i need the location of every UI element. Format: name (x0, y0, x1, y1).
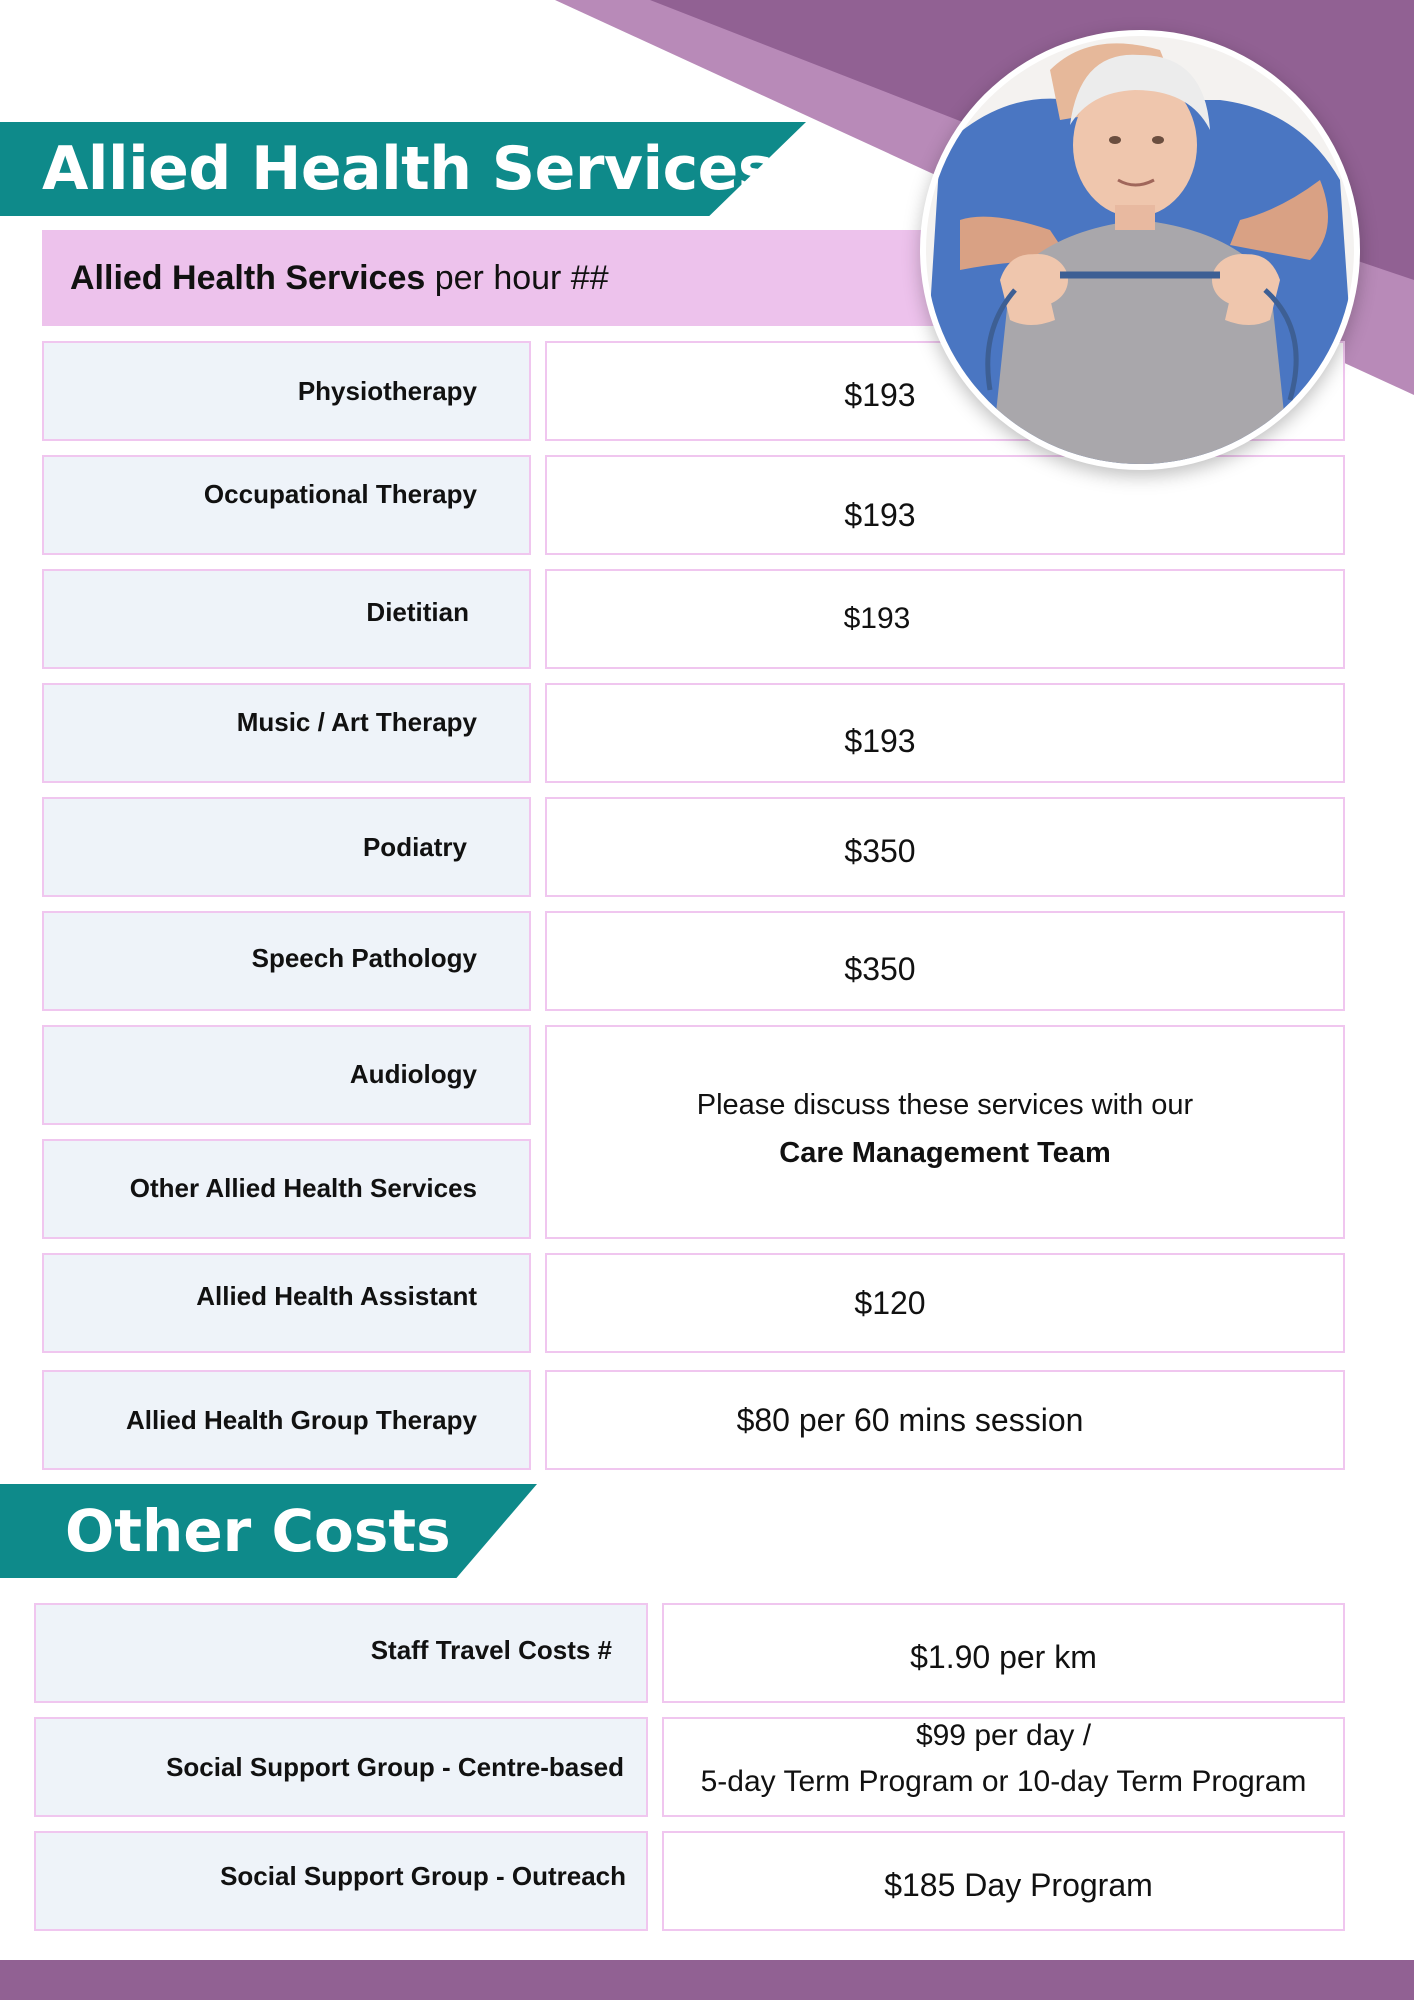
cost-price-social-support-outreach (662, 1831, 1345, 1931)
cost-price-staff-travel (662, 1603, 1345, 1703)
service-label-allied-health-assistant: Allied Health Assistant (42, 1253, 531, 1353)
cost-label-social-support-centre: Social Support Group - Centre-based (34, 1717, 648, 1817)
service-price-dietitian (545, 569, 1345, 669)
service-price-podiatry (545, 797, 1345, 897)
price-text: $185 Day Program (884, 1866, 1153, 1903)
subheader-bold: Allied Health Services (70, 259, 426, 297)
service-price-group-therapy (545, 1370, 1345, 1470)
subheader-rest: per hour ## (425, 259, 609, 297)
discuss-services-note (545, 1025, 1345, 1239)
page-title: Allied Health Services (42, 134, 774, 204)
service-label-group-therapy: Allied Health Group Therapy (42, 1370, 531, 1470)
footer-bar (0, 1960, 1414, 2000)
discuss-line-2: Care Management Team (779, 1137, 1111, 1169)
price-text: $120 (854, 1284, 926, 1321)
service-label-speech-pathology: Speech Pathology (42, 911, 531, 1011)
service-label-music-art-therapy: Music / Art Therapy (42, 683, 531, 783)
service-label-podiatry: Podiatry (42, 797, 531, 897)
rates-subheader-text (70, 230, 609, 326)
service-price-speech-pathology (545, 911, 1345, 1011)
service-label-physiotherapy: Physiotherapy (42, 341, 531, 441)
discuss-line-1: Please discuss these services with our (696, 1089, 1194, 1121)
service-label-occupational-therapy: Occupational Therapy (42, 455, 531, 555)
price-text: $193 (843, 602, 911, 635)
therapy-photo-illustration (920, 30, 1360, 470)
service-label-dietitian: Dietitian (42, 569, 531, 669)
therapy-photo (920, 30, 1360, 470)
price-text: $193 (844, 496, 916, 533)
price-text: $193 (844, 722, 916, 759)
cost-label-social-support-outreach: Social Support Group - Outreach (34, 1831, 648, 1931)
price-line-2: 5-day Term Program or 10-day Term Program (700, 1765, 1307, 1798)
price-text: $193 (844, 376, 916, 413)
cost-label-staff-travel: Staff Travel Costs # (34, 1603, 648, 1703)
service-price-occupational-therapy (545, 455, 1345, 555)
other-costs-title: Other Costs (65, 1497, 451, 1565)
price-text: $350 (844, 950, 916, 987)
price-line-1: $99 per day / (915, 1719, 1092, 1752)
cost-price-social-support-centre (662, 1717, 1345, 1817)
price-text: $1.90 per km (910, 1638, 1097, 1675)
service-price-music-art-therapy (545, 683, 1345, 783)
price-text: $80 per 60 mins session (736, 1401, 1084, 1438)
service-label-audiology: Audiology (42, 1025, 531, 1125)
service-label-other-allied-health: Other Allied Health Services (42, 1139, 531, 1239)
service-price-allied-health-assistant (545, 1253, 1345, 1353)
price-text: $350 (844, 832, 916, 869)
